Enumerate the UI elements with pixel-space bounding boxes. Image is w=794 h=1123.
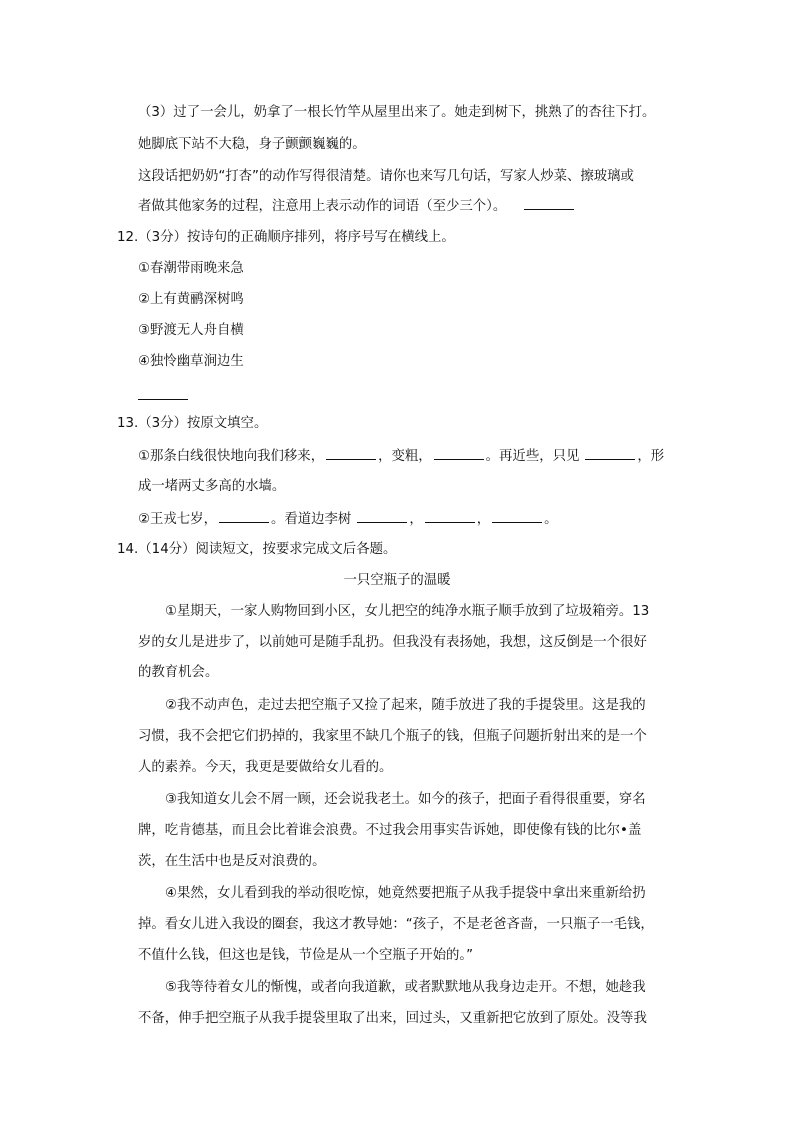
answer-blank[interactable] xyxy=(492,510,542,523)
q13-text: 。再近些，只见 xyxy=(485,449,580,464)
q13-line-3 xyxy=(138,510,557,529)
q12-answer-blank[interactable] xyxy=(138,398,188,400)
q13-line-1 xyxy=(138,447,664,466)
passage-line: ③我知道女儿会不屑一顾，还会说我老土。如今的孩子，把面子看得很重要，穿名 xyxy=(165,792,646,807)
q12-item-4: ④独怜幽草涧边生 xyxy=(138,354,244,369)
q13-text: ，变粗， xyxy=(378,449,432,464)
passage-line: 岁的女儿是进步了，以前她可是随手乱扔。但我没有表扬她，我想，这反倒是一个很好 xyxy=(138,635,647,650)
q12-item-3: ③野渡无人舟自横 xyxy=(138,323,244,338)
q13-text: ， xyxy=(409,512,423,527)
passage-line: 掉。看女儿进入我设的圈套，我这才教导她：“孩子，不是老爸吝啬，一只瓶子一毛钱， xyxy=(138,917,654,932)
answer-blank[interactable] xyxy=(434,447,484,460)
passage-line: ②我不动声色，走过去把空瓶子又捡了起来，随手放进了我的手提袋里。这是我的 xyxy=(165,698,646,713)
passage-line: 不备，伸手把空瓶子从我手提袋里取了出来，回过头，又重新把它放到了原处。没等我 xyxy=(138,1011,647,1026)
q13-text: ， xyxy=(476,512,491,527)
answer-blank[interactable] xyxy=(425,510,475,523)
passage-line: 人的素养。今天，我更是要做给女儿看的。 xyxy=(138,760,393,775)
q11-3-line-3: 这段话把奶奶“打杏”的动作写得很清楚。请你也来写几句话，写家人炒菜、擦玻璃或 xyxy=(138,169,634,184)
q11-3-line-4-text: 者做其他家务的过程，注意用上表示动作的词语（至少三个）。 xyxy=(138,199,507,214)
answer-blank[interactable] xyxy=(585,447,635,460)
q14-header: 14.（14分）阅读短文，按要求完成文后各题。 xyxy=(117,542,397,557)
q13-text: 。看道边李树 xyxy=(270,512,352,527)
q13-text: ，形 xyxy=(637,449,665,464)
passage-line: 茨，在生活中也是反对浪费的。 xyxy=(138,854,326,869)
q13-text: ①那条白线很快地向我们移来， xyxy=(138,449,325,464)
q12-header: 12.（3分）按诗句的正确顺序排列，将序号写在横线上。 xyxy=(117,230,455,245)
passage-line: 牌，吃肯德基，而且会比着谁会浪费。不过我会用事实告诉她，即使像有钱的比尔•盖 xyxy=(138,823,642,838)
answer-blank[interactable] xyxy=(357,510,407,523)
passage-line: ①星期天，一家人购物回到小区，女儿把空的纯净水瓶子顺手放到了垃圾箱旁。13 xyxy=(165,604,650,619)
passage-title: 一只空瓶子的温暖 xyxy=(343,573,451,588)
q12-item-2: ②上有黄鹂深树鸣 xyxy=(138,292,244,307)
passage-line: 不值什么钱，但这也是钱，节俭是从一个空瓶子开始的。” xyxy=(138,948,474,963)
q13-text: 。 xyxy=(544,512,558,527)
passage-line: ④果然，女儿看到我的举动很吃惊，她竟然要把瓶子从我手提袋中拿出来重新给扔 xyxy=(165,886,646,901)
answer-blank[interactable] xyxy=(326,447,376,460)
passage-line: 习惯，我不会把它们扔掉的，我家里不缺几个瓶子的钱，但瓶子问题折射出来的是一个 xyxy=(138,729,647,744)
q11-3-line-1: （3）过了一会儿，奶拿了一根长竹竿从屋里出来了。她走到树下，挑熟了的杏往下打。 xyxy=(138,105,656,120)
passage-line: 的教育机会。 xyxy=(138,665,219,680)
q12-item-1: ①春潮带雨晚来急 xyxy=(138,261,244,276)
q11-3-line-4 xyxy=(138,197,576,216)
q11-3-line-2: 她脚底下站不大稳，身子颤颤巍巍的。 xyxy=(138,137,366,152)
passage-line: ⑤我等待着女儿的惭愧，或者向我道歉，或者默默地从我身边走开。不想，她趁我 xyxy=(165,980,646,995)
answer-blank[interactable] xyxy=(524,197,574,210)
q13-text: ②王戎七岁， xyxy=(138,512,217,527)
q13-header: 13.（3分）按原文填空。 xyxy=(117,416,268,431)
q13-line-2: 成一堵两丈多高的水墙。 xyxy=(138,479,286,494)
answer-blank[interactable] xyxy=(219,510,269,523)
